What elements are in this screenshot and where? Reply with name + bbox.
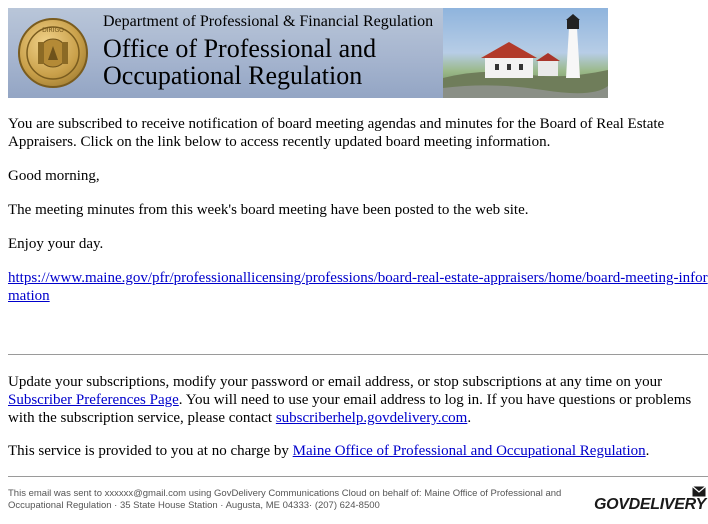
minutes-notice: The meeting minutes from this week's board meeting have been posted to the web site. (8, 202, 529, 218)
maine-oplr-link[interactable]: Maine Office of Professional and Occupational Regulation (292, 443, 646, 459)
lighthouse-image (443, 8, 608, 98)
govdelivery-logo-text: GOVDELIVERY (594, 496, 706, 513)
footer-text: This email was sent to xxxxxx@gmail.com using GovDelivery Communications Cloud on behalf of: Maine Office of Professional and Occupational Regulation · 35 State House Station · Augusta, ME 04333· (207) 624-8500 (8, 488, 562, 511)
subscription-paragraph (8, 373, 708, 427)
divider-top (8, 354, 708, 355)
intro-paragraph: You are subscribed to receive notification of board meeting agendas and minutes for the Board of Real Estate Appraisers. Click on the link below to access recently updated board meeting information. (8, 116, 665, 150)
header-banner (8, 8, 608, 98)
service-text-before: This service is provided to you at no charge by (8, 443, 293, 459)
subscription-text-before: Update your subscriptions, modify your password or email address, or stop subscriptions at any time on your (8, 374, 663, 390)
subscription-text-middle: . You will need to use your email address to log in. If you have questions or problems with the subscription service, please contact (8, 392, 692, 426)
envelope-icon (692, 486, 706, 497)
svg-text:DIRIGO: DIRIGO (42, 27, 64, 34)
office-title-line2: Occupational Regulation (103, 61, 363, 90)
department-name: Department of Professional & Financial Regulation (103, 13, 434, 30)
divider-bottom (8, 476, 708, 477)
state-seal-icon (18, 18, 88, 88)
board-meeting-information-link[interactable]: https://www.maine.gov/pfr/professionallicensing/professions/board-real-estate-appraisers/home/board-meeting-information (8, 270, 708, 304)
greeting: Good morning, (8, 168, 100, 184)
subscription-text-end: . (467, 410, 472, 426)
govdelivery-logo (594, 486, 706, 516)
service-text-end: . (645, 443, 650, 459)
closing-line: Enjoy your day. (8, 236, 104, 252)
board-meeting-link-container (8, 269, 708, 305)
subscriber-preferences-link[interactable]: Subscriber Preferences Page (8, 392, 179, 408)
subscriber-help-link[interactable]: subscriberhelp.govdelivery.com (275, 410, 468, 426)
office-title-line1: Office of Professional and (103, 34, 377, 63)
office-title (103, 35, 376, 89)
service-paragraph (8, 442, 708, 460)
